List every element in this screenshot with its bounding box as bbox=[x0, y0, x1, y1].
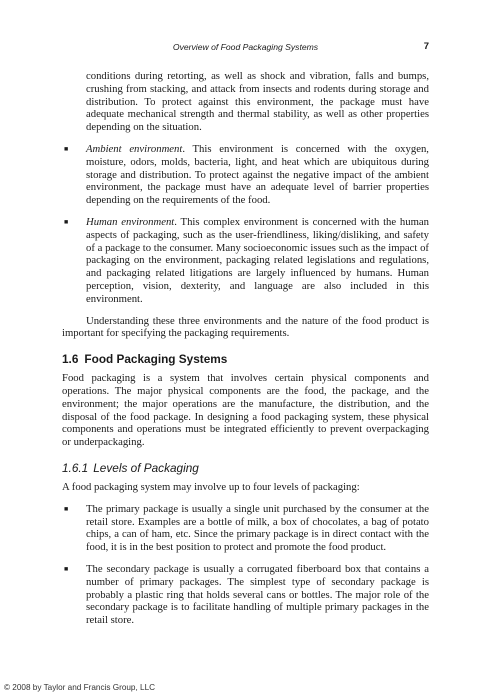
page-header bbox=[62, 42, 429, 56]
bullet-square-icon: ■ bbox=[64, 504, 69, 513]
copyright-footer: © 2008 by Taylor and Francis Group, LLC bbox=[4, 683, 156, 692]
bullet-text: The primary package is usually a single unit purchased by the consumer at the retail store. Examples are a bottle of milk, a box of chocolates, a bag of potato chips, a can of ham, etc. Since the primary package is in direct contact with the food, it is in the best position to protect and promote the food product. bbox=[86, 502, 429, 554]
page-number: 7 bbox=[423, 41, 429, 52]
bullet-text: . This environment is concerned with the oxygen, moisture, odors, molds, bacteria, light, and heat which are ubiquitous during storage and distribution. To protect against the negative impact of the ambient environment, the package must have an adequate level of barrier properties depending on the requirements of the food. bbox=[86, 142, 429, 207]
subsection-intro: A food packaging system may involve up to four levels of packaging: bbox=[62, 480, 360, 493]
bullet-human-environment bbox=[62, 216, 429, 306]
subsection-title: Levels of Packaging bbox=[93, 460, 199, 475]
bullet-term: Ambient environment bbox=[86, 142, 183, 155]
subsection-number: 1.6.1 bbox=[62, 460, 89, 475]
bullet-text: . This complex environment is concerned with the human aspects of packaging, such as the user-friendliness, liking/disliking, and safety of a package to the consumer. Many socioeconomic issues such as the impact of packaging on the environment, packaging related legislations and regulations, and packaging related litigations are largely influenced by humans. Human perception, vision, dexterity, and language are also included in this environment. bbox=[86, 215, 429, 305]
bullet-secondary-package bbox=[62, 563, 429, 627]
section-paragraph: Food packaging is a system that involves certain physical components and operations. The major physical components are the food, the package, and the environment; the major operations are the manufacture, the distribution, and the disposal of the food package. In designing a food packaging system, these physical components and operations must be integrated efficiently to prevent overpackaging or underpackaging. bbox=[62, 372, 429, 449]
section-number: 1.6 bbox=[62, 352, 79, 367]
continuation-paragraph: conditions during retorting, as well as shock and vibration, falls and bumps, crushing from stacking, and attack from insects and rodents during storage and distribution. To protect against this environment, the package must have adequate mechanical strength and thermal stability, as well as other properties depending on the situation. bbox=[86, 70, 429, 134]
bullet-primary-package bbox=[62, 503, 429, 554]
section-title: Food Packaging Systems bbox=[84, 352, 228, 367]
bullet-square-icon: ■ bbox=[64, 564, 69, 573]
page-content bbox=[62, 70, 429, 627]
subsection-heading bbox=[62, 461, 429, 475]
section-heading bbox=[62, 352, 429, 366]
running-title: Overview of Food Packaging Systems bbox=[172, 42, 319, 52]
summary-paragraph: Understanding these three environments and the nature of the food product is important for specifying the packaging requirements. bbox=[62, 314, 429, 340]
bullet-ambient-environment bbox=[62, 143, 429, 207]
bullet-square-icon: ■ bbox=[64, 144, 69, 153]
bullet-square-icon: ■ bbox=[64, 217, 69, 226]
bullet-text: The secondary package is usually a corrugated fiberboard box that contains a number of primary packages. The simplest type of secondary package is probably a plastic ring that holds several cans or bottles. The major role of the secondary package is to facilitate handling of multiple primary packages in the retail store. bbox=[86, 562, 429, 627]
bullet-term: Human environment bbox=[86, 215, 175, 228]
